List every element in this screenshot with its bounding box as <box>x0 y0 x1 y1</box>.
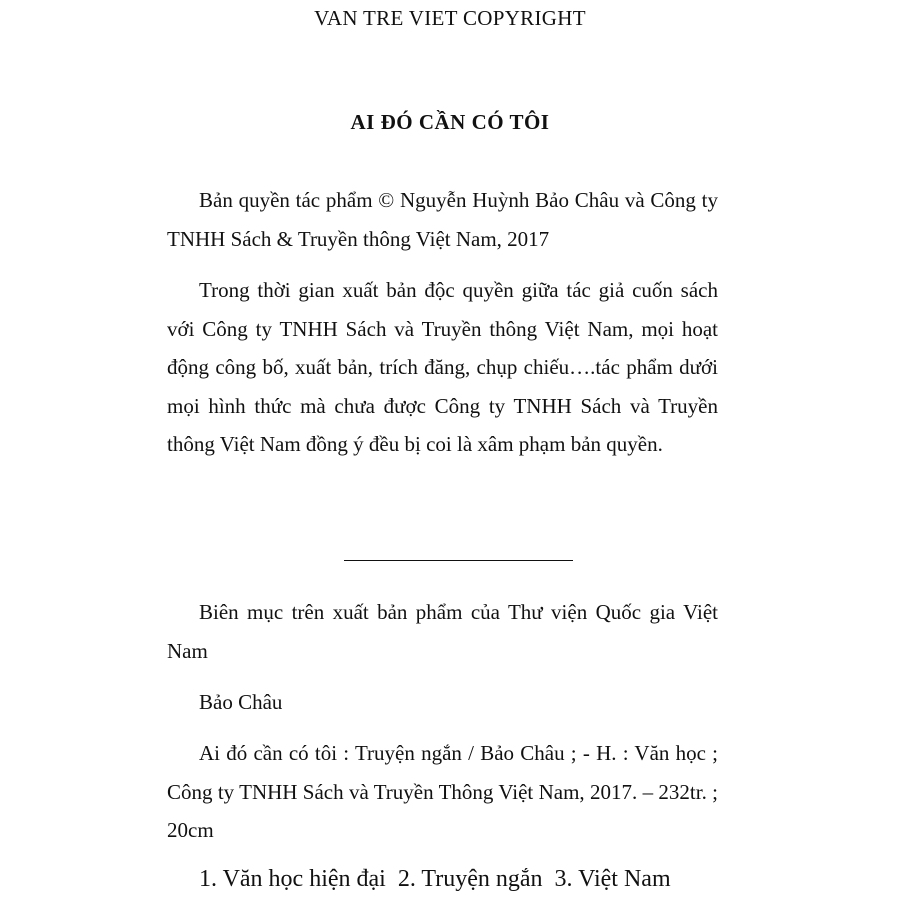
rights-statement: Trong thời gian xuất bản độc quyền giữa tác giả cuốn sách với Công ty TNHH Sách và Truyền thông Việt Nam, mọi hoạt động công bố, xuất bản, trích đăng, chụp chiếu….tác phẩm dưới mọi hình thức mà chưa được Công ty TNHH Sách và Truyền thông Việt Nam đồng ý đều bị coi là xâm phạm bản quyền. <box>167 278 718 456</box>
subject-item: 1. Văn học hiện đại <box>199 866 386 892</box>
cataloging-author: Bảo Châu <box>199 690 283 714</box>
subject-item: 3. Việt Nam <box>554 866 671 892</box>
subject-list <box>199 862 671 896</box>
section-divider <box>344 560 573 561</box>
page-header: VAN TRE VIET COPYRIGHT <box>314 6 586 30</box>
cataloging-heading: Biên mục trên xuất bản phẩm của Thư viện Quốc gia Việt Nam <box>167 600 718 663</box>
book-title: AI ĐÓ CẦN CÓ TÔI <box>350 110 550 134</box>
copyright-notice: Bản quyền tác phẩm © Nguyễn Huỳnh Bảo Châu và Công ty TNHH Sách & Truyền thông Việt Nam, 2017 <box>167 188 718 251</box>
cataloging-entry: Ai đó cần có tôi : Truyện ngắn / Bảo Châu ; - H. : Văn học ; Công ty TNHH Sách và Truyền Thông Việt Nam, 2017. – 232tr. ; 20cm <box>167 741 718 842</box>
subject-item: 2. Truyện ngắn <box>397 866 543 892</box>
